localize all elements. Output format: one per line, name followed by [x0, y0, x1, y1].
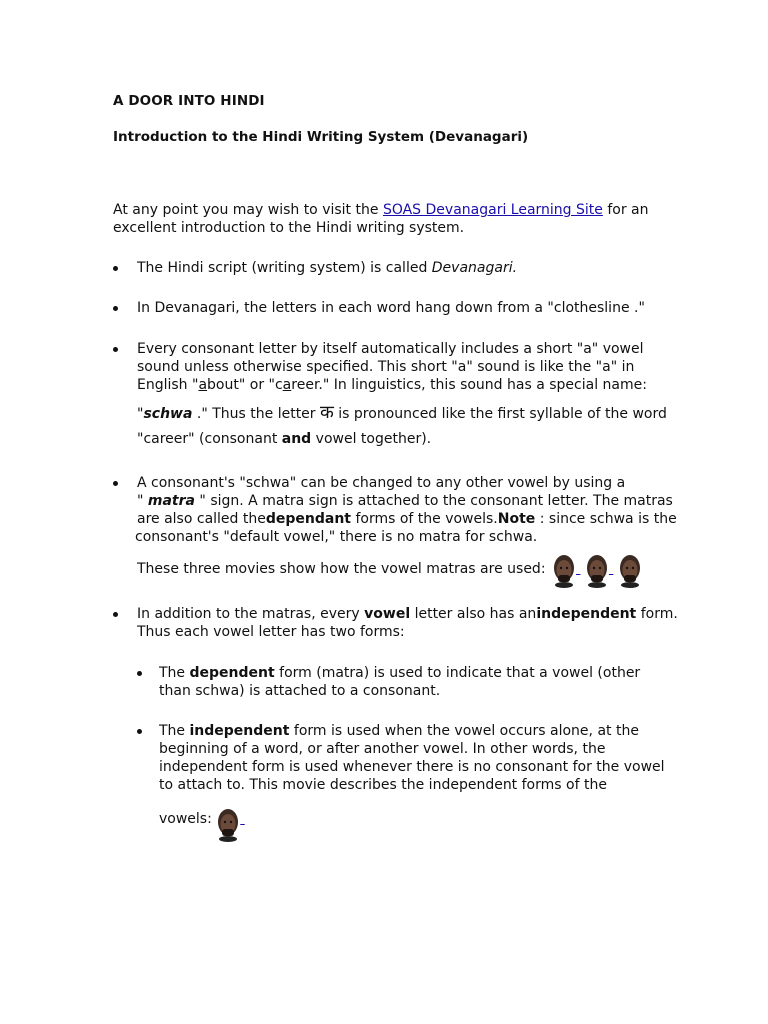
movie-face-icon[interactable] — [585, 552, 609, 588]
intro-text-end: for an — [602, 202, 649, 218]
bullet-line: " matra " sign. A matra sign is attached to the consonant letter. The matras — [137, 493, 673, 509]
bullet-line: The independent form is used when the vowel occurs alone, at the — [159, 723, 639, 739]
movie-face-icon[interactable] — [552, 552, 576, 588]
schwa-term: schwa — [143, 406, 193, 422]
bullet-line: Every consonant letter by itself automatically includes a short "a" vowel — [137, 341, 644, 357]
movie-link-2[interactable] — [609, 561, 613, 577]
intro-paragraph — [113, 202, 673, 237]
bullet-line: Thus each vowel letter has two forms: — [137, 624, 405, 640]
bullet-line: English "about" or "career." In linguistics, this sound has a special name: — [137, 377, 647, 393]
bullet-line: consonant's "default vowel," there is no matra for schwa. — [135, 529, 538, 545]
bullet-line: to attach to. This movie describes the independent forms of the — [159, 777, 607, 793]
bullet-text: The Hindi script (writing system) is called — [137, 260, 432, 276]
bullet-text: In Devanagari, the letters in each word hang down from a "clothesline ." — [137, 300, 645, 316]
vowels-text: vowels: — [159, 811, 217, 827]
movie-link-independent[interactable] — [240, 811, 244, 827]
bullet-line: A consonant's "schwa" can be changed to any other vowel by using a — [137, 475, 626, 491]
bullet-line: sound unless otherwise specified. This short "a" sound is like the "a" in — [137, 359, 635, 375]
matra-term: matra — [147, 493, 195, 509]
page-title: A DOOR INTO HINDI — [113, 93, 265, 109]
page-subtitle: Introduction to the Hindi Writing System (Devanagari) — [113, 129, 529, 145]
bullet-line: are also called thedependant forms of the vowels.Note : since schwa is the — [137, 511, 677, 527]
soas-link[interactable]: SOAS Devanagari Learning Site — [382, 202, 603, 218]
movie-face-icon[interactable] — [216, 806, 240, 842]
bullet-line: independent form is used whenever there is no consonant for the vowel — [159, 759, 665, 775]
ka-letter: क — [320, 402, 334, 423]
bullet-line: In addition to the matras, every vowel letter also has anindependent form. — [137, 606, 678, 622]
bullet-line: beginning of a word, or after another vowel. In other words, the — [159, 741, 606, 757]
bullet-dot — [137, 729, 142, 734]
bullet-dot — [113, 266, 118, 271]
bullet-dot — [137, 671, 142, 676]
bullet-dot — [113, 347, 118, 352]
movies-line — [137, 550, 677, 588]
vowels-line — [159, 796, 659, 834]
movies-text: These three movies show how the vowel matras are used: — [137, 561, 546, 577]
intro-text: At any point you may wish to visit the — [113, 202, 383, 218]
bullet-line: "career" (consonant and vowel together). — [137, 431, 432, 447]
movie-link-1[interactable] — [576, 561, 580, 577]
bullet-line: The dependent form (matra) is used to indicate that a vowel (other — [159, 665, 641, 681]
bullet-dot — [113, 481, 118, 486]
bullet-dot — [113, 612, 118, 617]
movie-face-icon[interactable] — [618, 552, 642, 588]
bullet-line: than schwa) is attached to a consonant. — [159, 683, 441, 699]
devanagari-term: Devanagari. — [431, 260, 518, 276]
bullet-dot — [113, 306, 118, 311]
intro-line2: excellent introduction to the Hindi writing system. — [113, 219, 465, 236]
bullet-line: "schwa ." Thus the letter क is pronounced like the first syllable of the word — [137, 402, 667, 423]
